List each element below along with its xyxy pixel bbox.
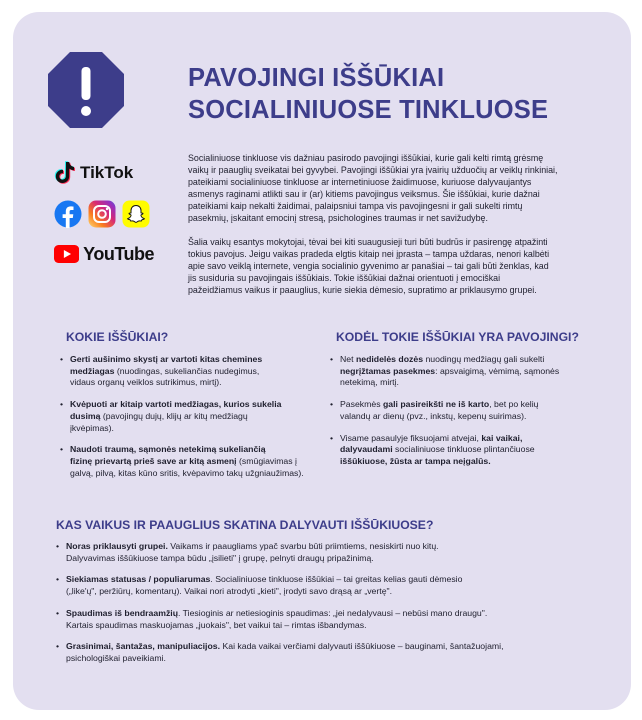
text: vidaus organų veiklos sutrikimus, mirtį). [70,377,222,388]
intro-paragraph-2 [188,236,608,296]
page-title [188,62,608,126]
list-item [60,444,340,479]
bold-text: Spaudimas iš bendraamžių [66,607,179,618]
list-item [56,574,616,597]
list-item-line [70,411,340,423]
text: Net [340,354,356,364]
bold-text: iššūkiuose, žūsta ar tampa neįgalūs. [340,455,491,466]
instagram-icon [88,200,116,228]
list-item-line [66,620,616,632]
bold-text: gali pasireikšti ne iš karto [382,399,490,410]
text: Vaikams ir paaugliams ypač svarbu būti priimtiems, nesiskirti nuo kitų. [167,541,439,551]
list-item-line [340,444,610,456]
text: Kai kada vaikai verčiami dalyvauti iššūkiuose – bauginami, šantažuojami, [220,641,504,652]
list-item-line [66,553,616,565]
title-line-2: SOCIALINIUOSE TINKLUOSE [188,96,549,124]
text-line: pateikiami kaip nekalti žaidimai, palaipsniui tampa vis pavojingesni ir gali sukelti rimtų [188,201,523,211]
tiktok-label: TikTok [80,163,134,182]
list-item-line [70,468,340,480]
list-item-line [340,399,610,411]
text: , bet po kelių [489,399,539,410]
list-item [330,354,610,389]
bold-text: nedidelės dozės [355,354,424,364]
text: valandų ar dienų (pvz., inkstų, kepenų suirimas). [340,410,527,421]
bold-text: Gerti aušinimo skystį ar vartoti kitas chemines [70,354,263,364]
facebook-icon [54,200,82,228]
list-item-line [70,456,340,468]
text: Visame pasaulyje fiksuojami atvejai, [340,432,482,443]
list-item-line [70,399,340,411]
list-item-line [340,377,610,389]
bold-text: Kvėpuoti ar kitaip vartoti medžiagas, kurios sukelia [70,399,282,410]
text-line: pasekmių, įskaitant emocinį stresą, psichologines traumas ir net savižudybę. [188,213,488,223]
list-item-line [70,444,340,456]
text-line: apie savo veiklą internete, vengia socialinio gyvenimo ar panašiai – tai gali būti ženklas, kad [188,261,549,271]
text: galvą, pilvą, kitas kūno sritis, kvėpavimo takų užgniaužimas). [70,467,304,478]
social-icons-row [54,200,154,228]
text: netekimą, mirtį. [340,377,399,388]
tiktok-icon [54,160,76,186]
text-line: Socialiniuose tinkluose vis dažniau pasirodo pavojingi iššūkiai, kurie gali kelti rimtą grėsmę [188,153,544,163]
bold-text: dusimą [70,410,101,421]
list-item [330,399,610,422]
list-item [330,433,610,468]
text: : apsvaigimą, vėmimą, sąmonės [435,365,560,376]
list-item-line [340,411,610,423]
bold-text: medžiagas [70,365,115,376]
bold-text: Noras priklausyti grupei. [66,541,168,551]
section-title-why-dangerous: KODĖL TOKIE IŠŠŪKIAI YRA PAVOJINGI? [336,330,579,344]
text: („like'ų", peržiūrų, komentarų). Vaikai nori atrodyti „kieti", įrodyti savo drąsą ar „vertę". [66,586,393,597]
motivations-list [56,541,616,675]
list-item-line [70,377,340,389]
text-line: asmenys raginami atlikti sau ir (ar) kitiems pavojingus veiksmus. Šie iššūkiai, kurie dažnai [188,189,540,199]
text: (pavojingų dujų, klijų ar kitų medžiagų [100,410,248,421]
list-item [60,399,340,434]
bold-text: Siekiamas statusas / populiarumas [66,574,211,585]
bold-text: Grasinimai, šantažas, manipuliacijos. [66,641,221,652]
list-item [56,541,616,564]
dangers-list [330,354,610,478]
social-logos [54,158,154,268]
text: (nuodingas, sukeliančias nudegimus, [114,365,260,376]
list-item [56,641,616,664]
bold-text: Naudoti traumą, sąmonės netekimą sukeliančią [70,444,266,455]
section-title-what-challenges: KOKIE IŠŠŪKIAI? [66,330,169,344]
list-item [56,608,616,631]
text: Kartais spaudimas maskuojamas „juokais", bet vaikui tai – rimtas išbandymas. [66,619,367,630]
text: įkvėpimas). [70,422,114,433]
youtube-logo [54,240,154,268]
text-line: tokius pavojus. Jeigu vaikas pradeda elgtis kitaip nei įprasta – tampa uždaras, nenori kalbėti [188,249,550,259]
list-item-line [70,366,340,378]
list-item-line [66,653,616,665]
snapchat-icon [122,200,150,228]
list-item-line [340,456,610,468]
list-item-line [70,423,340,435]
list-item-line [340,366,610,378]
challenges-list [60,354,340,489]
list-item-line [340,433,610,445]
text-line: vaikų ir paauglių sveikatai bei gyvybei. Pavojingi iššūkiai yra įvairių užduočių ar veiklų rinkiniai, [188,165,558,175]
intro-text [188,152,608,296]
text: Pasekmės [340,399,383,410]
list-item-line [70,354,340,366]
list-item-line [340,354,610,366]
intro-paragraph-1 [188,152,608,224]
text: (smūgiavimas į [236,455,297,466]
text: psichologiškai paveikiami. [66,652,166,663]
youtube-label: YouTube [83,243,154,264]
text-line: Šalia vaikų esantys mokytojai, tėvai bei kiti suaugusieji turi būti budrūs ir pasirengę atpažinti [188,237,548,247]
list-item-line [66,608,616,620]
list-item-line [66,586,616,598]
text: nuodingų medžiagų gali sukelti [423,354,545,364]
bold-text: dalyvaudami [340,444,393,455]
text: Dalyvavimas iššūkiuose tampa būdu „įsilieti" į grupę, pelnyti draugų pripažinimą. [66,552,374,563]
text: socialiniuose tinkluose plintančiuose [392,444,535,455]
section-title-what-motivates: KAS VAIKUS IR PAAUGLIUS SKATINA DALYVAUTI IŠŠŪKIUOSE? [56,518,434,532]
youtube-icon [54,244,79,264]
bold-text: negrįžtamas pasekmes [340,365,436,376]
title-line-1: PAVOJINGI IŠŠŪKIAI [188,64,445,92]
warning-icon [46,50,126,130]
tiktok-logo [54,158,154,188]
text: . Socialiniuose tinkluose iššūkiai – tai greitas kelias gauti dėmesio [210,574,463,585]
bold-text: kai vaikai, [481,432,523,443]
list-item-line [66,574,616,586]
list-item-line [66,641,616,653]
text: . Tiesioginis ar netiesioginis spaudimas: „jei nedalyvausi – nebūsi mano draugu". [178,607,488,618]
bold-text: fizinę prievartą prieš save ar kitą asmenį [70,455,237,466]
text-line: jis susiduria su pavojingais iššūkiais. Tokie iššūkiai dažnai orientuoti į emociškai [188,273,501,283]
text-line: pažeidžiamus vaikus ir paauglius, kurie siekia dėmesio, supratimo ar priklausymo grupei. [188,285,537,295]
text-line: pateikiami socialiniuose tinkluose ar internetiniuose žaidimuose, kuriuose dalyvaujantys [188,177,532,187]
list-item [60,354,340,389]
list-item-line [66,541,616,553]
